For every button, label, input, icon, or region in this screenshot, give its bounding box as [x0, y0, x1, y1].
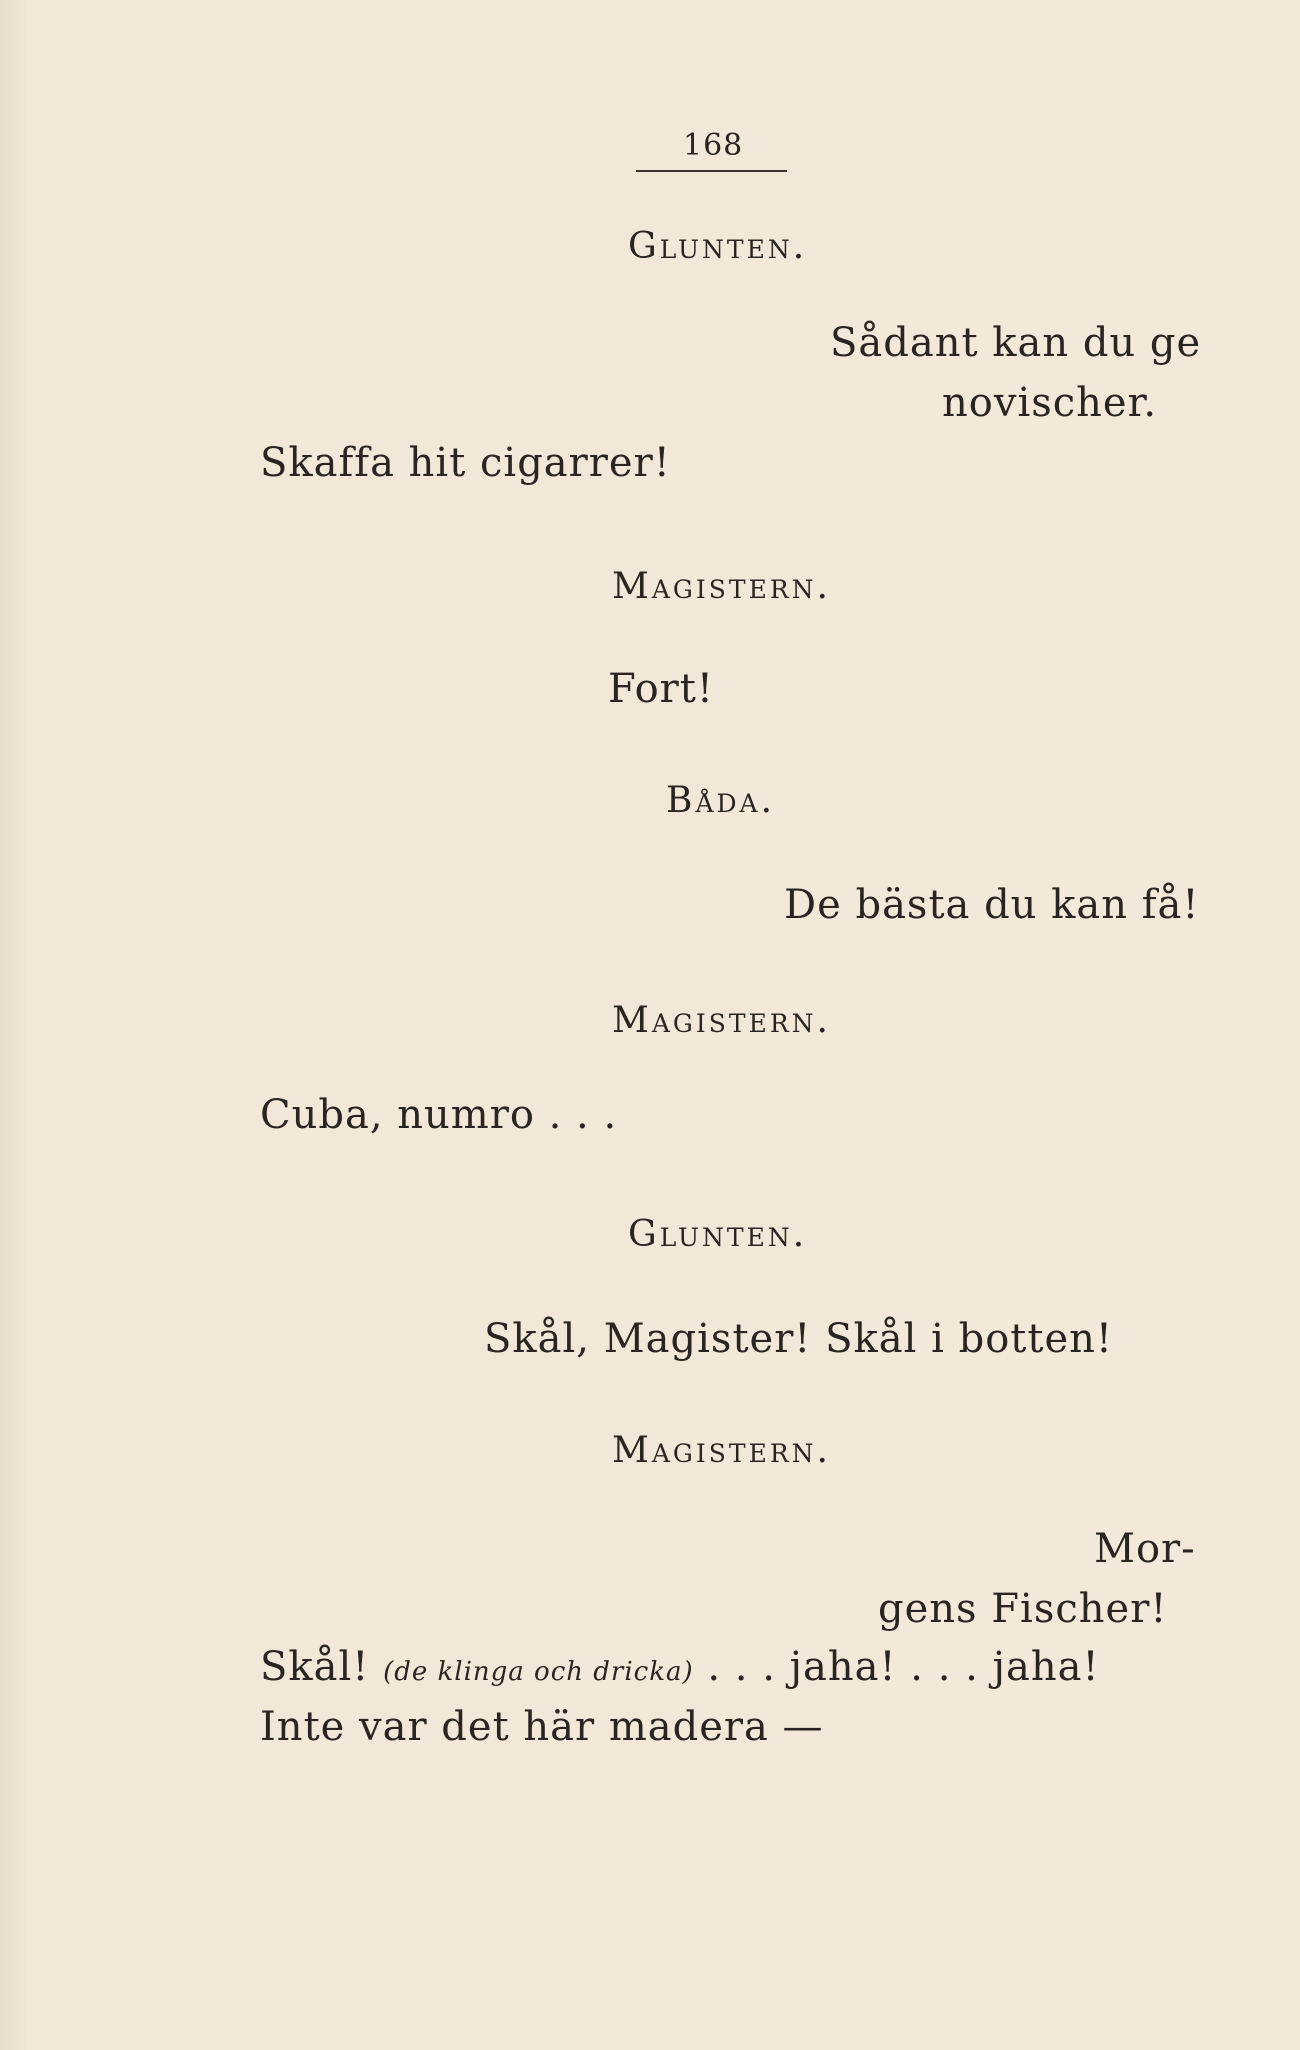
verse-line: Fort! [608, 666, 714, 712]
verse-line: Skaffa hit cigarrer! [260, 440, 671, 486]
verse-line: Inte var det här madera — [260, 1704, 824, 1750]
verse-line: Sådant kan du ge [830, 320, 1202, 366]
speaker-magistern: Magistern. [612, 1430, 831, 1471]
page-number: 168 [683, 128, 744, 163]
speaker-glunten: Glunten. [628, 1214, 808, 1255]
header-rule [636, 170, 787, 172]
verse-line: Mor- [1094, 1526, 1196, 1572]
toast-line [260, 1644, 1100, 1690]
speaker-bada: Båda. [666, 780, 776, 821]
toast-part: . . . jaha! . . . jaha! [707, 1644, 1100, 1690]
verse-line: gens Fischer! [878, 1586, 1168, 1632]
verse-line: De bästa du kan få! [784, 882, 1200, 928]
toast-part: Skål! [260, 1644, 370, 1690]
verse-line: Skål, Magister! Skål i botten! [484, 1316, 1113, 1362]
speaker-glunten: Glunten. [628, 226, 808, 267]
verse-line: novischer. [942, 380, 1158, 426]
speaker-magistern: Magistern. [612, 566, 831, 607]
stage-direction: (de klinga och dricka) [383, 1657, 694, 1687]
speaker-magistern: Magistern. [612, 1000, 831, 1041]
verse-line: Cuba, numro . . . [260, 1092, 618, 1138]
